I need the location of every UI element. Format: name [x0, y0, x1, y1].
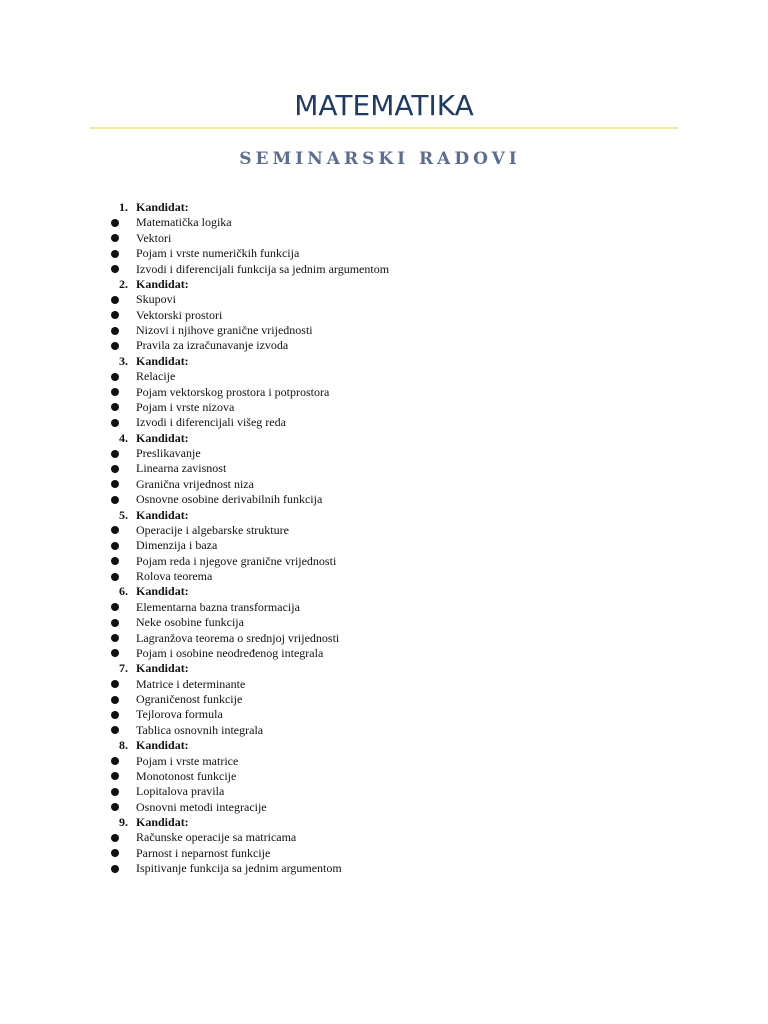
- topic-item: [0, 754, 768, 769]
- topic-text: Računske operacije sa matricama: [136, 830, 297, 845]
- bullet-dot-icon: [111, 342, 119, 350]
- bullet-dot-icon: [111, 757, 119, 765]
- bullet-dot-icon: [111, 803, 119, 811]
- topic-text: Lopitalova pravila: [136, 784, 225, 799]
- topic-text: Neke osobine funkcija: [136, 615, 244, 630]
- topic-item: [0, 400, 768, 415]
- candidate-heading: [0, 200, 768, 215]
- candidate-heading: [0, 661, 768, 676]
- bullet-dot-icon: [111, 573, 119, 581]
- candidate-heading: [0, 508, 768, 523]
- bullet-dot-icon: [111, 542, 119, 550]
- candidate-number: 7.: [119, 661, 128, 676]
- topic-item: [0, 631, 768, 646]
- topic-item: [0, 215, 768, 230]
- bullet-dot-icon: [111, 327, 119, 335]
- candidate-number: 9.: [119, 815, 128, 829]
- topic-item: [0, 492, 768, 507]
- candidate-label: Kandidat:: [136, 200, 189, 214]
- topic-item: [0, 769, 768, 784]
- candidate-number: 1.: [119, 200, 128, 214]
- topic-text: Ograničenost funkcije: [136, 692, 243, 706]
- bullet-dot-icon: [111, 726, 119, 734]
- topic-text: Pojam reda i njegove granične vrijednosti: [136, 553, 337, 568]
- topic-text: Linearna zavisnost: [136, 461, 227, 476]
- topic-text: Pravila za izračunavanje izvoda: [136, 338, 289, 353]
- topic-text: Matematička logika: [136, 215, 232, 230]
- topic-text: Parnost i neparnost funkcije: [136, 845, 271, 860]
- candidate-heading: [0, 354, 768, 369]
- topic-text: Osnovni metodi integracije: [136, 799, 267, 814]
- bullet-dot-icon: [111, 496, 119, 504]
- topic-item: [0, 784, 768, 799]
- topic-item: [0, 446, 768, 461]
- bullet-dot-icon: [111, 403, 119, 411]
- candidate-label: Kandidat:: [136, 507, 189, 522]
- bullet-dot-icon: [111, 480, 119, 488]
- topic-text: Elementarna bazna transformacija: [136, 599, 300, 614]
- topic-text: Granična vrijednost niza: [136, 476, 254, 491]
- bullet-dot-icon: [111, 788, 119, 796]
- topic-text: Dimenzija i baza: [136, 538, 218, 553]
- title-underline: [90, 127, 678, 129]
- candidate-number: 3.: [119, 353, 128, 368]
- topic-item: [0, 461, 768, 476]
- bullet-dot-icon: [111, 234, 119, 242]
- bullet-dot-icon: [111, 849, 119, 857]
- bullet-dot-icon: [111, 311, 119, 319]
- topic-text: Izvodi i diferencijali višeg reda: [136, 415, 286, 430]
- bullet-dot-icon: [111, 465, 119, 473]
- bullet-dot-icon: [111, 603, 119, 611]
- topic-text: Tejlorova formula: [136, 707, 223, 722]
- topic-item: [0, 369, 768, 384]
- candidate-heading: [0, 738, 768, 753]
- bullet-dot-icon: [111, 419, 119, 427]
- bullet-dot-icon: [111, 219, 119, 227]
- candidate-number: 5.: [119, 507, 128, 522]
- topic-text: Vektorski prostori: [136, 307, 223, 322]
- candidate-number: 8.: [119, 738, 128, 753]
- candidate-label: Kandidat:: [136, 276, 189, 291]
- bullet-dot-icon: [111, 557, 119, 565]
- topic-item: [0, 554, 768, 569]
- topic-text: Pojam vektorskog prostora i potprostora: [136, 384, 330, 399]
- bullet-dot-icon: [111, 450, 119, 458]
- topic-item: [0, 385, 768, 400]
- topic-item: [0, 707, 768, 722]
- document-title: MATEMATIKA: [294, 89, 474, 122]
- bullet-dot-icon: [111, 265, 119, 273]
- topic-text: Operacije i algebarske strukture: [136, 522, 289, 537]
- bullet-dot-icon: [111, 296, 119, 304]
- topic-text: Pojam i vrste matrice: [136, 753, 239, 768]
- topic-item: [0, 800, 768, 815]
- bullet-dot-icon: [111, 619, 119, 627]
- bullet-dot-icon: [111, 634, 119, 642]
- candidate-heading: [0, 815, 768, 830]
- topic-text: Rolova teorema: [136, 569, 213, 583]
- topic-text: Preslikavanje: [136, 446, 201, 460]
- topic-item: [0, 615, 768, 630]
- bullet-dot-icon: [111, 649, 119, 657]
- topic-item: [0, 231, 768, 246]
- bullet-dot-icon: [111, 250, 119, 258]
- candidate-heading: [0, 584, 768, 599]
- topic-item: [0, 677, 768, 692]
- bullet-dot-icon: [111, 526, 119, 534]
- bullet-dot-icon: [111, 711, 119, 719]
- topic-text: Lagranžova teorema o srednjoj vrijednosti: [136, 630, 340, 645]
- bullet-dot-icon: [111, 772, 119, 780]
- topic-text: Tablica osnovnih integrala: [136, 722, 264, 737]
- topic-text: Pojam i vrste nizova: [136, 399, 235, 414]
- topic-item: [0, 692, 768, 707]
- candidate-label: Kandidat:: [136, 738, 189, 753]
- topic-item: [0, 723, 768, 738]
- candidate-number: 4.: [119, 430, 128, 445]
- topic-item: [0, 323, 768, 338]
- candidate-heading: [0, 431, 768, 446]
- bullet-dot-icon: [111, 388, 119, 396]
- topic-text: Relacije: [136, 369, 176, 384]
- bullet-dot-icon: [111, 834, 119, 842]
- document-subtitle: SEMINARSKI RADOVI: [239, 149, 521, 169]
- candidate-label: Kandidat:: [136, 430, 189, 445]
- candidate-number: 2.: [119, 276, 128, 291]
- candidate-label: Kandidat:: [136, 815, 189, 829]
- candidate-number: 6.: [119, 584, 128, 599]
- topic-item: [0, 292, 768, 307]
- topic-text: Skupovi: [136, 292, 177, 307]
- topic-text: Ispitivanje funkcija sa jednim argumentom: [136, 861, 342, 876]
- topic-item: [0, 861, 768, 876]
- topic-text: Pojam i vrste numeričkih funkcija: [136, 246, 300, 261]
- topic-item: [0, 600, 768, 615]
- topic-item: [0, 830, 768, 845]
- topic-text: Vektori: [136, 230, 172, 245]
- topic-text: Pojam i osobine neodređenog integrala: [136, 645, 324, 660]
- topic-text: Matrice i determinante: [136, 676, 246, 691]
- topic-item: [0, 246, 768, 261]
- topic-item: [0, 538, 768, 553]
- topic-text: Osnovne osobine derivabilnih funkcija: [136, 492, 323, 507]
- topic-item: [0, 523, 768, 538]
- candidate-label: Kandidat:: [136, 584, 189, 599]
- topic-item: [0, 308, 768, 323]
- topic-text: Monotonost funkcije: [136, 768, 237, 783]
- topic-text: Izvodi i diferencijali funkcija sa jednim argumentom: [136, 261, 390, 276]
- bullet-dot-icon: [111, 865, 119, 873]
- topic-item: [0, 338, 768, 353]
- candidate-label: Kandidat:: [136, 353, 189, 368]
- topic-item: [0, 646, 768, 661]
- candidate-heading: [0, 277, 768, 292]
- topic-item: [0, 477, 768, 492]
- topic-item: [0, 262, 768, 277]
- topic-item: [0, 846, 768, 861]
- candidate-label: Kandidat:: [136, 661, 189, 676]
- bullet-dot-icon: [111, 696, 119, 704]
- bullet-dot-icon: [111, 680, 119, 688]
- topic-item: [0, 569, 768, 584]
- topic-item: [0, 415, 768, 430]
- topic-text: Nizovi i njihove granične vrijednosti: [136, 323, 313, 337]
- bullet-dot-icon: [111, 373, 119, 381]
- candidate-topic-list: [0, 200, 768, 877]
